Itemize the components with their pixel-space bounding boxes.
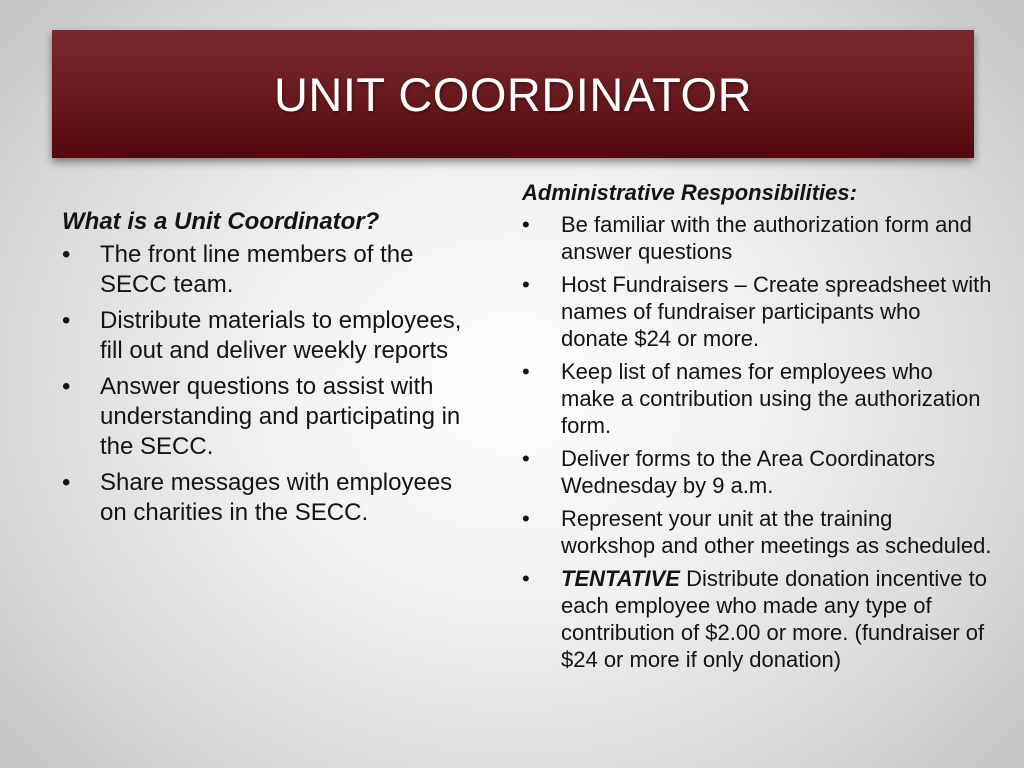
list-item: [522, 211, 992, 265]
bullet-icon: •: [522, 566, 530, 591]
right-bullet-list: [522, 211, 992, 673]
right-heading: Administrative Responsibilities:: [522, 180, 857, 205]
left-bullet-list: [62, 240, 482, 528]
bullet-icon: •: [522, 272, 530, 297]
slide-title: UNIT COORDINATOR: [273, 67, 753, 121]
bullet-text: The front line members of the SECC team.: [100, 241, 414, 298]
title-banner: [52, 30, 974, 158]
bullet-icon: •: [522, 506, 530, 531]
bullet-text: Host Fundraisers – Create spreadsheet with names of fundraiser participants who donate $24 or more.: [561, 272, 992, 351]
bullet-icon: •: [62, 307, 71, 334]
left-heading: What is a Unit Coordinator?: [62, 208, 380, 235]
tentative-label: TENTATIVE: [561, 566, 680, 591]
bullet-text: Be familiar with the authorization form and answer questions: [561, 212, 972, 264]
list-item: [62, 306, 482, 366]
bullet-text: Distribute donation incentive to each employee who made any type of contribution of $2.00 or more. (fundraiser of $24 or more if only donation): [561, 566, 987, 672]
left-column: [62, 206, 482, 534]
bullet-text: Represent your unit at the training workshop and other meetings as scheduled.: [561, 506, 992, 558]
bullet-icon: •: [522, 212, 530, 237]
bullet-text: Deliver forms to the Area Coordinators Wednesday by 9 a.m.: [561, 446, 936, 498]
bullet-text: Keep list of names for employees who make a contribution using the authorization form.: [561, 359, 981, 438]
bullet-icon: •: [62, 373, 71, 400]
list-item: [522, 358, 992, 439]
list-item: [62, 240, 482, 300]
list-item: [522, 271, 992, 352]
list-item: [522, 565, 992, 673]
list-item: [522, 505, 992, 559]
list-item: [62, 468, 482, 528]
list-item: [62, 372, 482, 462]
bullet-icon: •: [62, 469, 71, 496]
list-item: [522, 445, 992, 499]
bullet-text: Share messages with employees on charities in the SECC.: [100, 469, 453, 526]
bullet-icon: •: [62, 241, 71, 268]
bullet-text: Distribute materials to employees, fill out and deliver weekly reports: [100, 307, 462, 364]
bullet-icon: •: [522, 446, 530, 471]
bullet-icon: •: [522, 359, 530, 384]
right-column: [522, 178, 992, 679]
bullet-text: Answer questions to assist with understanding and participating in the SECC.: [100, 373, 461, 460]
